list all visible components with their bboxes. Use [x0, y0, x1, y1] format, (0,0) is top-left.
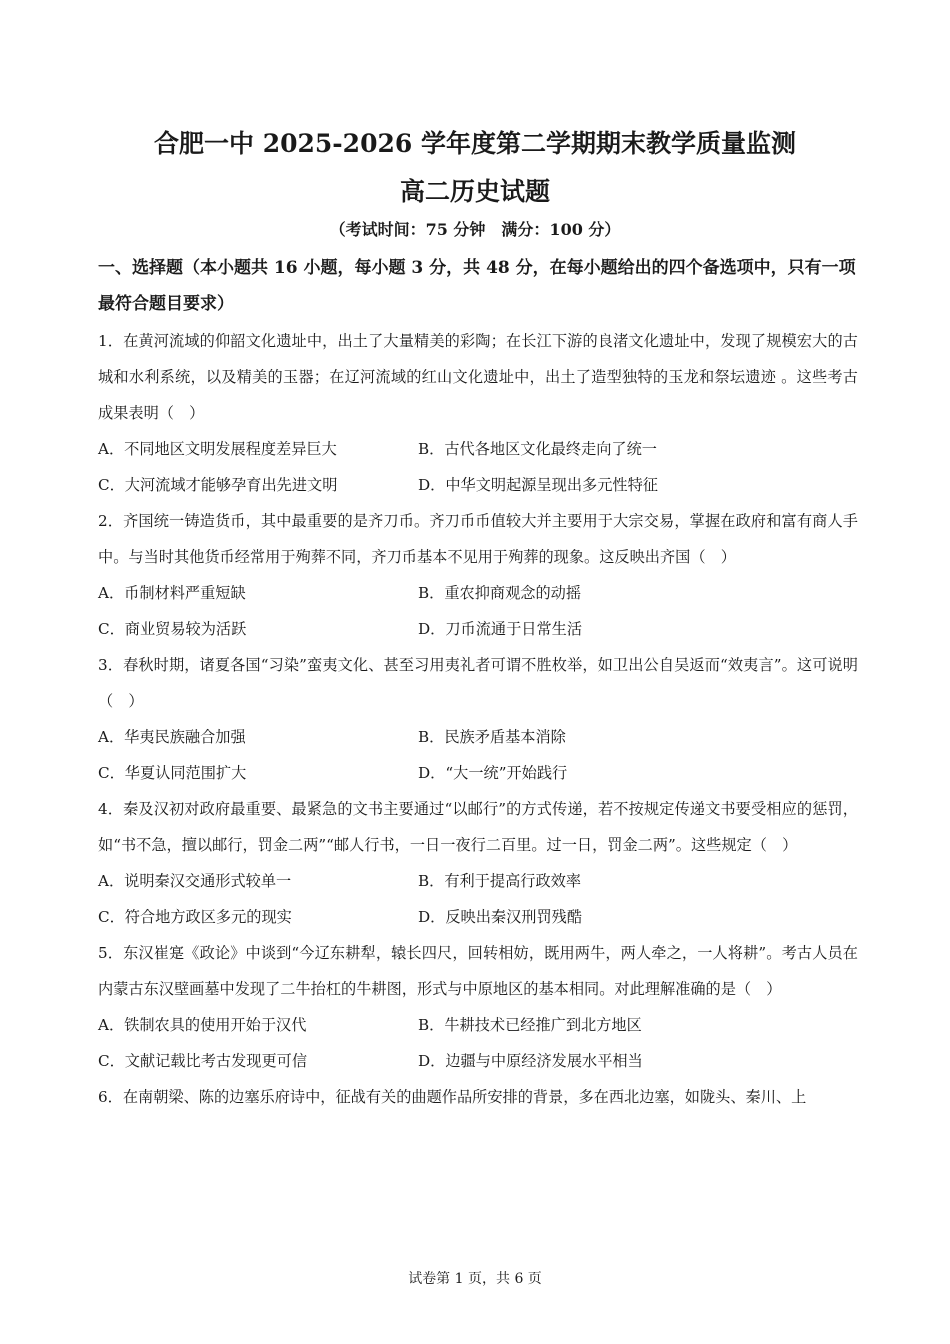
option-c: C．华夏认同范围扩大 — [98, 764, 247, 782]
page-footer: 试卷第 1 页，共 6 页 — [408, 1271, 542, 1287]
option-c: C．大河流域才能够孕育出先进文明 — [98, 476, 338, 494]
question-2 — [98, 503, 858, 647]
question-stem: 4．秦及汉初对政府最重要、最紧急的文书主要通过“以邮行”的方式传递，若不按规定传递文书要受相应的惩罚，如“书不急，擅以邮行，罚金二两”“邮人行书，一日一夜行二百里。过一日，罚金二两”。这些规定（ ） — [98, 800, 858, 854]
question-3 — [98, 647, 858, 791]
option-row — [98, 863, 858, 899]
option-a: A．币制材料严重短缺 — [98, 584, 246, 602]
option-d: D．中华文明起源呈现出多元性特征 — [418, 476, 658, 494]
option-d: D．刀币流通于日常生活 — [418, 620, 583, 638]
option-row — [98, 611, 858, 647]
exam-info: （考试时间：75 分钟 满分：100 分） — [329, 220, 621, 239]
option-row — [98, 467, 858, 503]
exam-subtitle: 高二历史试题 — [399, 177, 550, 206]
option-a: A．华夷民族融合加强 — [98, 728, 246, 746]
question-stem: 3．春秋时期，诸夏各国“习染”蛮夷文化、甚至习用夷礼者可谓不胜枚举，如卫出公自吴返而“效夷言”。这可说明（ ） — [98, 656, 858, 710]
section-heading: 一、选择题（本小题共 16 小题，每小题 3 分，共 48 分，在每小题给出的四个备选项中，只有一项最符合题目要求） — [98, 258, 856, 314]
question-4 — [98, 791, 858, 935]
option-row — [98, 431, 858, 467]
question-6 — [98, 1079, 858, 1115]
question-stem: 1．在黄河流域的仰韶文化遗址中，出土了大量精美的彩陶；在长江下游的良渚文化遗址中，发现了规模宏大的古城和水利系统，以及精美的玉器；在辽河流域的红山文化遗址中，出土了造型独特的玉龙和祭坛遗迹 。这些考古成果表明（ ） — [98, 332, 858, 422]
option-row — [98, 899, 858, 935]
exam-title: 合肥一中 2025-2026 学年度第二学期期末教学质量监测 — [154, 129, 796, 158]
option-d: D．“大一统”开始践行 — [418, 764, 568, 782]
option-row — [98, 1043, 858, 1079]
option-c: C．文献记载比考古发现更可信 — [98, 1052, 308, 1070]
option-row — [98, 575, 858, 611]
option-a: A．不同地区文明发展程度差异巨大 — [98, 440, 337, 458]
option-b: B．有利于提高行政效率 — [418, 872, 582, 890]
option-d: D．反映出秦汉刑罚残酷 — [418, 908, 583, 926]
question-5 — [98, 935, 858, 1079]
option-row — [98, 755, 858, 791]
option-a: A．铁制农具的使用开始于汉代 — [98, 1016, 307, 1034]
question-1 — [98, 323, 858, 503]
option-b: B．重农抑商观念的动摇 — [418, 584, 582, 602]
option-b: B．民族矛盾基本消除 — [418, 728, 566, 746]
option-c: C．符合地方政区多元的现实 — [98, 908, 292, 926]
question-list — [98, 323, 858, 1115]
option-b: B．牛耕技术已经推广到北方地区 — [418, 1016, 642, 1034]
option-row — [98, 1007, 858, 1043]
question-stem: 5．东汉崔寔《政论》中谈到“今辽东耕犁，辕长四尺，回转相妨，既用两牛，两人牵之，一人将耕”。考古人员在内蒙古东汉壁画墓中发现了二牛抬杠的牛耕图，形式与中原地区的基本相同。对此理解准确的是（ ） — [98, 944, 858, 998]
question-stem: 2．齐国统一铸造货币，其中最重要的是齐刀币。齐刀币币值较大并主要用于大宗交易，掌握在政府和富有商人手中。与当时其他货币经常用于殉葬不同，齐刀币基本不见用于殉葬的现象。这反映出齐国（ ） — [98, 512, 858, 566]
option-row — [98, 719, 858, 755]
option-b: B．古代各地区文化最终走向了统一 — [418, 440, 657, 458]
option-a: A．说明秦汉交通形式较单一 — [98, 872, 292, 890]
option-c: C．商业贸易较为活跃 — [98, 620, 247, 638]
option-d: D．边疆与中原经济发展水平相当 — [418, 1052, 643, 1070]
question-stem: 6．在南朝梁、陈的边塞乐府诗中，征战有关的曲题作品所安排的背景，多在西北边塞，如陇头、秦川、上 — [98, 1088, 807, 1106]
